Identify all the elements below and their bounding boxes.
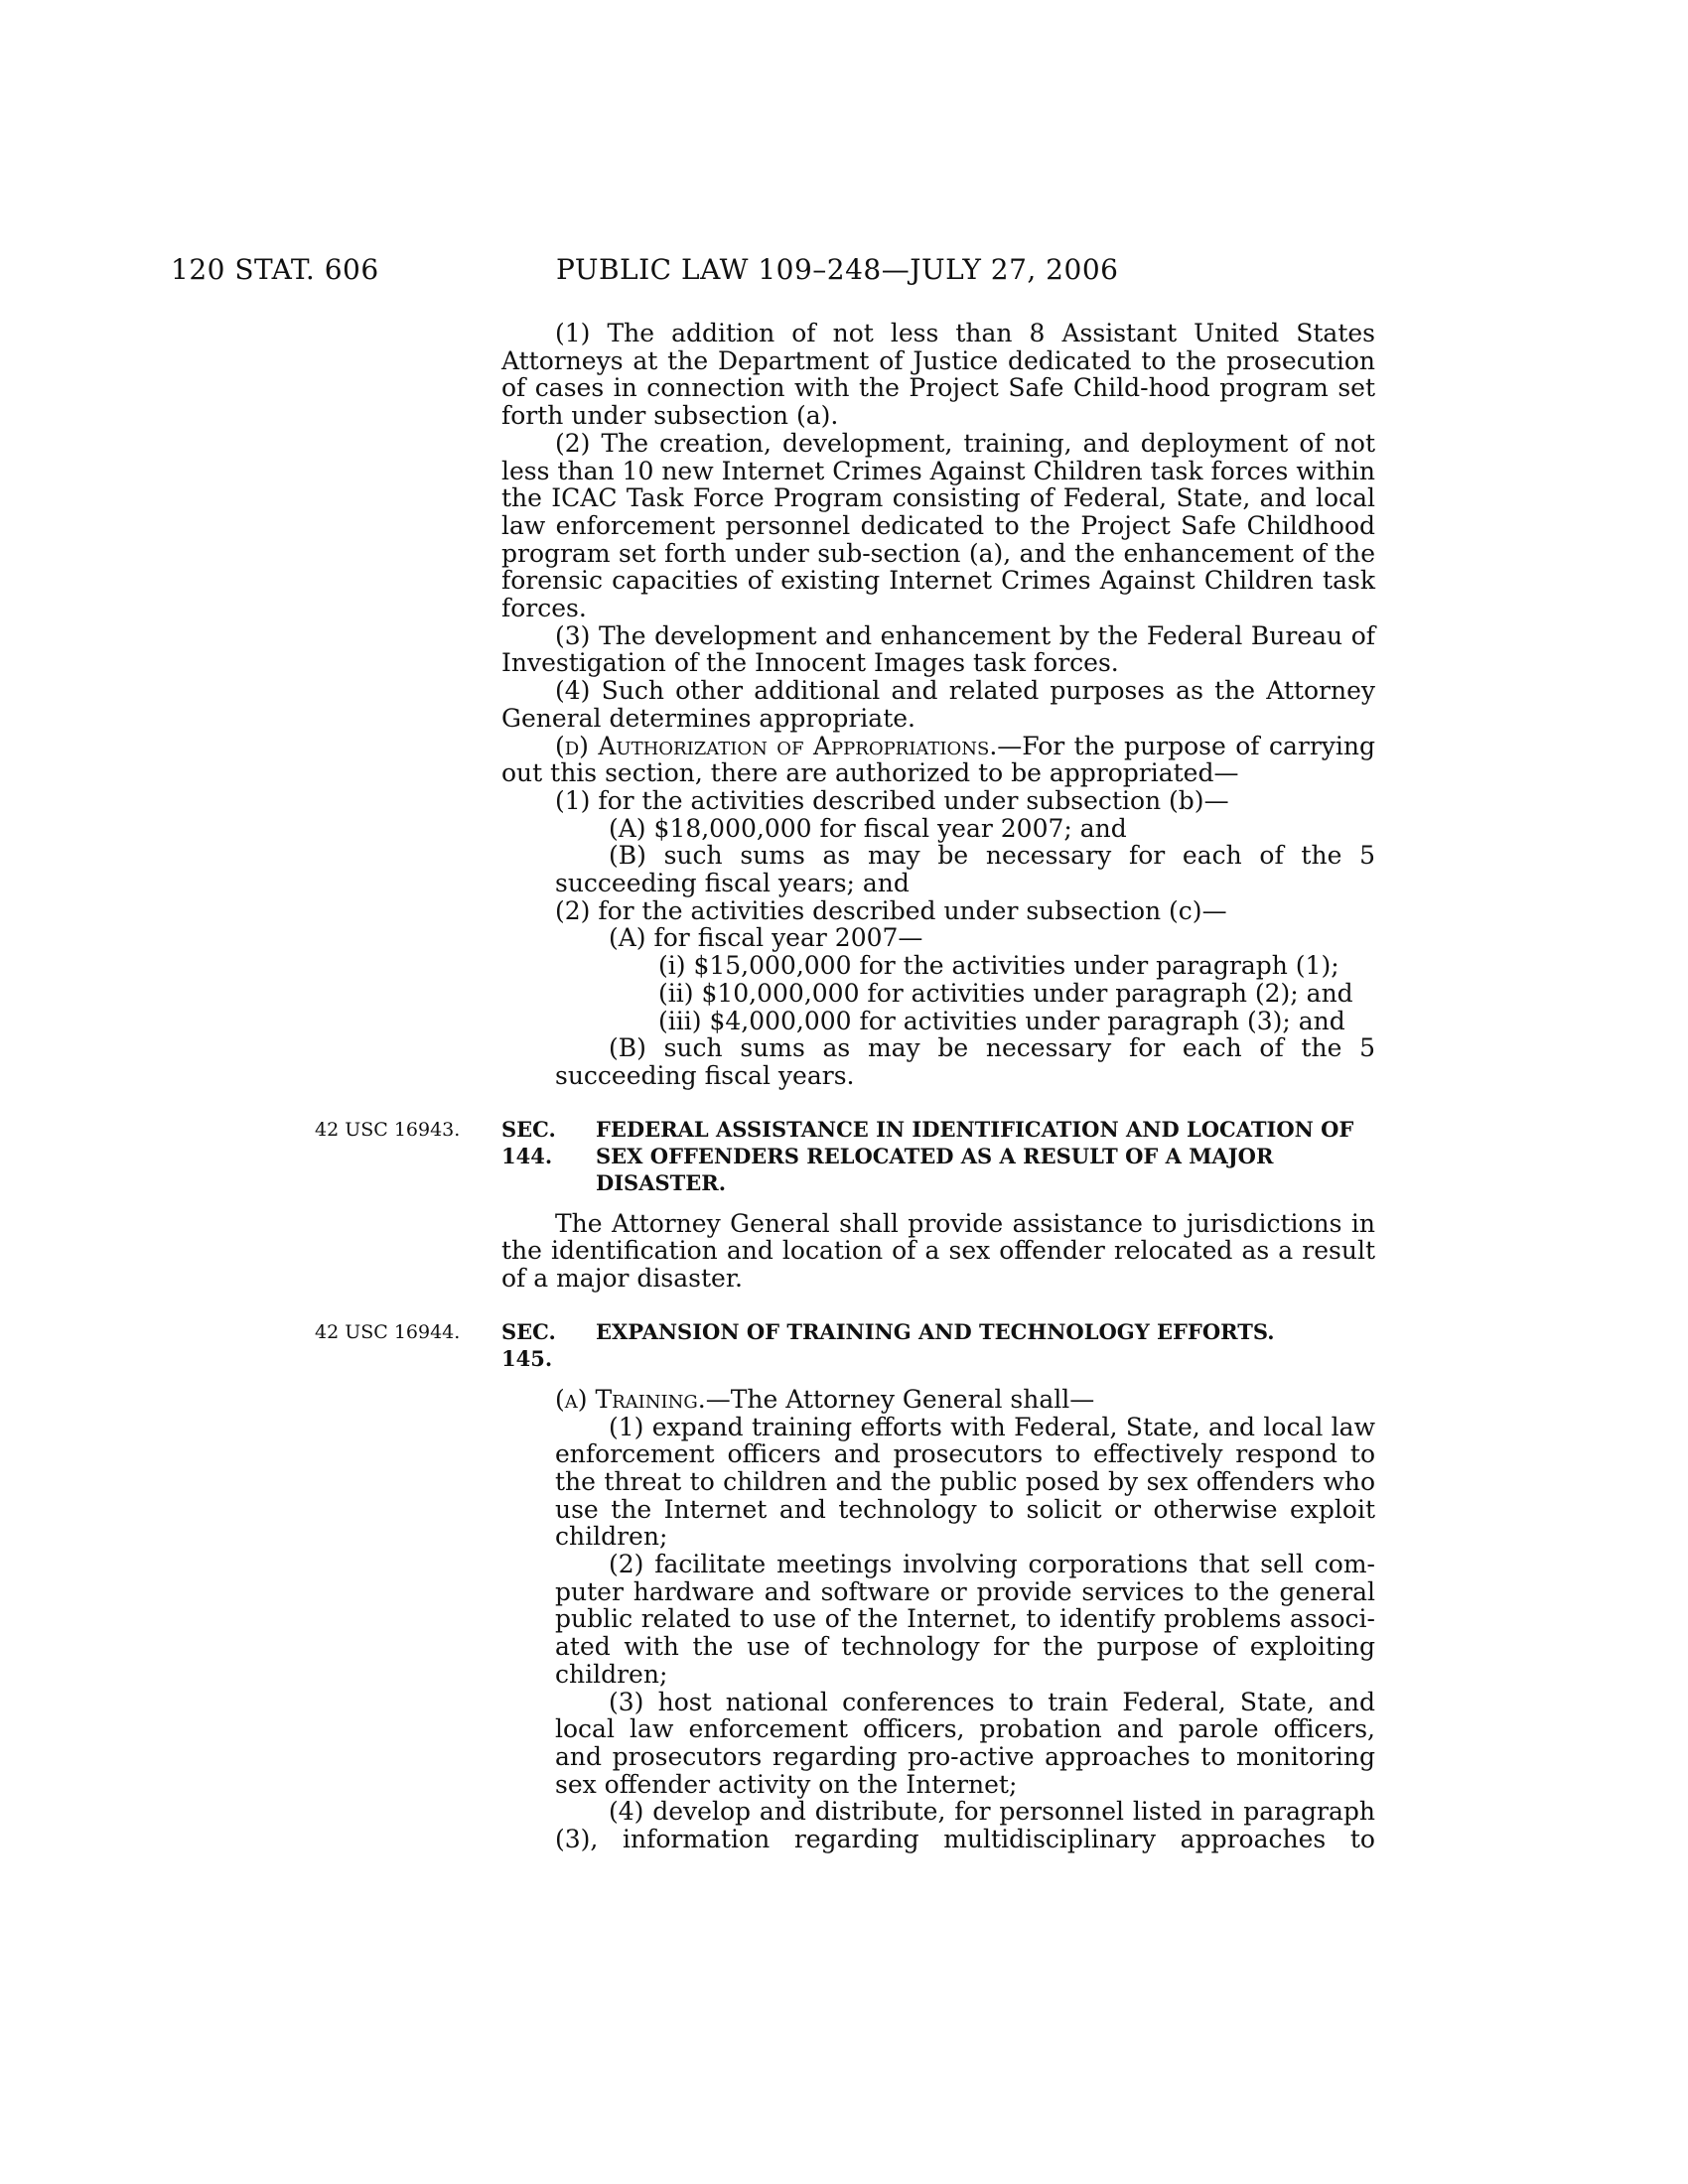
- subsection-d-text: —For the purpose of carrying out this section, there are authorized to be appropriated—: [501, 731, 1376, 788]
- section-145-citation: 42 USC 16944.: [315, 1320, 461, 1343]
- subsection-145a: [501, 1386, 1375, 1414]
- paragraph-c4: (4) Such other additional and related purposes as the Attorney General determines appropriate.: [501, 676, 1375, 733]
- section-145-heading: [315, 1318, 1375, 1372]
- running-header: PUBLIC LAW 109–248—JULY 27, 2006: [556, 253, 1119, 286]
- paragraph-d2A: (A) for fiscal year 2007—: [609, 923, 923, 953]
- section-145-number: SEC. 145.: [501, 1318, 556, 1371]
- section-144-citation: 42 USC 16943.: [315, 1118, 461, 1141]
- paragraph-d1: (1) for the activities described under subsection (b)—: [555, 785, 1229, 815]
- paragraph-d1B: (B) such sums as may be necessary for each of the 5 succeeding fiscal years; and: [555, 841, 1375, 898]
- paragraph-145a3: (3) host national conferences to train Federal, State, and local law enforcement officers, probation and parole officers, and prosecutors regarding pro-active approaches to monitoring sex offender activity on the Internet;: [555, 1687, 1375, 1799]
- subsection-d: [501, 733, 1375, 787]
- subsection-d-heading: (d) Authorization of Appropriations.: [555, 731, 998, 760]
- clause-d2Aii: (ii) $10,000,000 for activities under paragraph (2); and: [658, 978, 1353, 1008]
- section-144-heading: [315, 1116, 1375, 1196]
- paragraph-c1: (1) The addition of not less than 8 Assistant United States Attorneys at the Department of Justice dedicated to the prosecution of cases in connection with the Project Safe Child-hood program set forth under subsection (a).: [501, 319, 1375, 431]
- section-145-title: EXPANSION OF TRAINING AND TECHNOLOGY EFFORTS.: [596, 1318, 1275, 1344]
- paragraph-c3: (3) The development and enhancement by the Federal Bureau of Investigation of the Innocent Images task forces.: [501, 620, 1375, 678]
- section-144-title: FEDERAL ASSISTANCE IN IDENTIFICATION AND LOCATION OF SEX OFFENDERS RELOCATED AS A RESULT OF A MAJOR DISASTER.: [596, 1116, 1354, 1195]
- paragraph-d2: (2) for the activities described under subsection (c)—: [555, 895, 1227, 925]
- paragraph-c2: (2) The creation, development, training, and deployment of not less than 10 new Internet Crimes Against Children task forces within the ICAC Task Force Program consisting of Federal, State, and local law enforcement personnel dedicated to the Project Safe Childhood program set forth under sub-section (a), and the enhancement of the forensic capacities of existing Internet Crimes Against Children task forces.: [501, 428, 1375, 623]
- clause-d2Aiii: (iii) $4,000,000 for activities under paragraph (3); and: [658, 1006, 1345, 1035]
- paragraph-d2B: (B) such sums as may be necessary for each of the 5 succeeding fiscal years.: [555, 1033, 1375, 1090]
- statute-page-number: 120 STAT. 606: [171, 253, 379, 286]
- subsection-145a-heading: (a) Training.: [555, 1384, 706, 1414]
- clause-d2Ai: (i) $15,000,000 for the activities under paragraph (1);: [658, 951, 1339, 981]
- subsection-145a-text: —The Attorney General shall—: [705, 1384, 1095, 1414]
- paragraph-145a2: (2) facilitate meetings involving corporations that sell com-puter hardware and software or provide services to the general public related to use of the Internet, to identify problems associ-ated with the use of technology for the purpose of exploiting children;: [555, 1550, 1375, 1689]
- section-144-text: The Attorney General shall provide assistance to jurisdictions in the identification and location of a sex offender relocated as a result of a major disaster.: [501, 1208, 1375, 1294]
- section-144-number: SEC. 144.: [501, 1116, 556, 1168]
- paragraph-d1A: (A) $18,000,000 for fiscal year 2007; and: [609, 813, 1127, 843]
- paragraph-145a4: (4) develop and distribute, for personnel listed in paragraph (3), information regarding multidisciplinary approaches to: [555, 1797, 1375, 1854]
- document-body: [315, 319, 1376, 1854]
- paragraph-145a1: (1) expand training efforts with Federal, State, and local law enforcement officers and prosecutors to effectively respond to the threat to children and the public posed by sex offenders who use the Internet and technology to solicit or otherwise exploit children;: [555, 1412, 1375, 1552]
